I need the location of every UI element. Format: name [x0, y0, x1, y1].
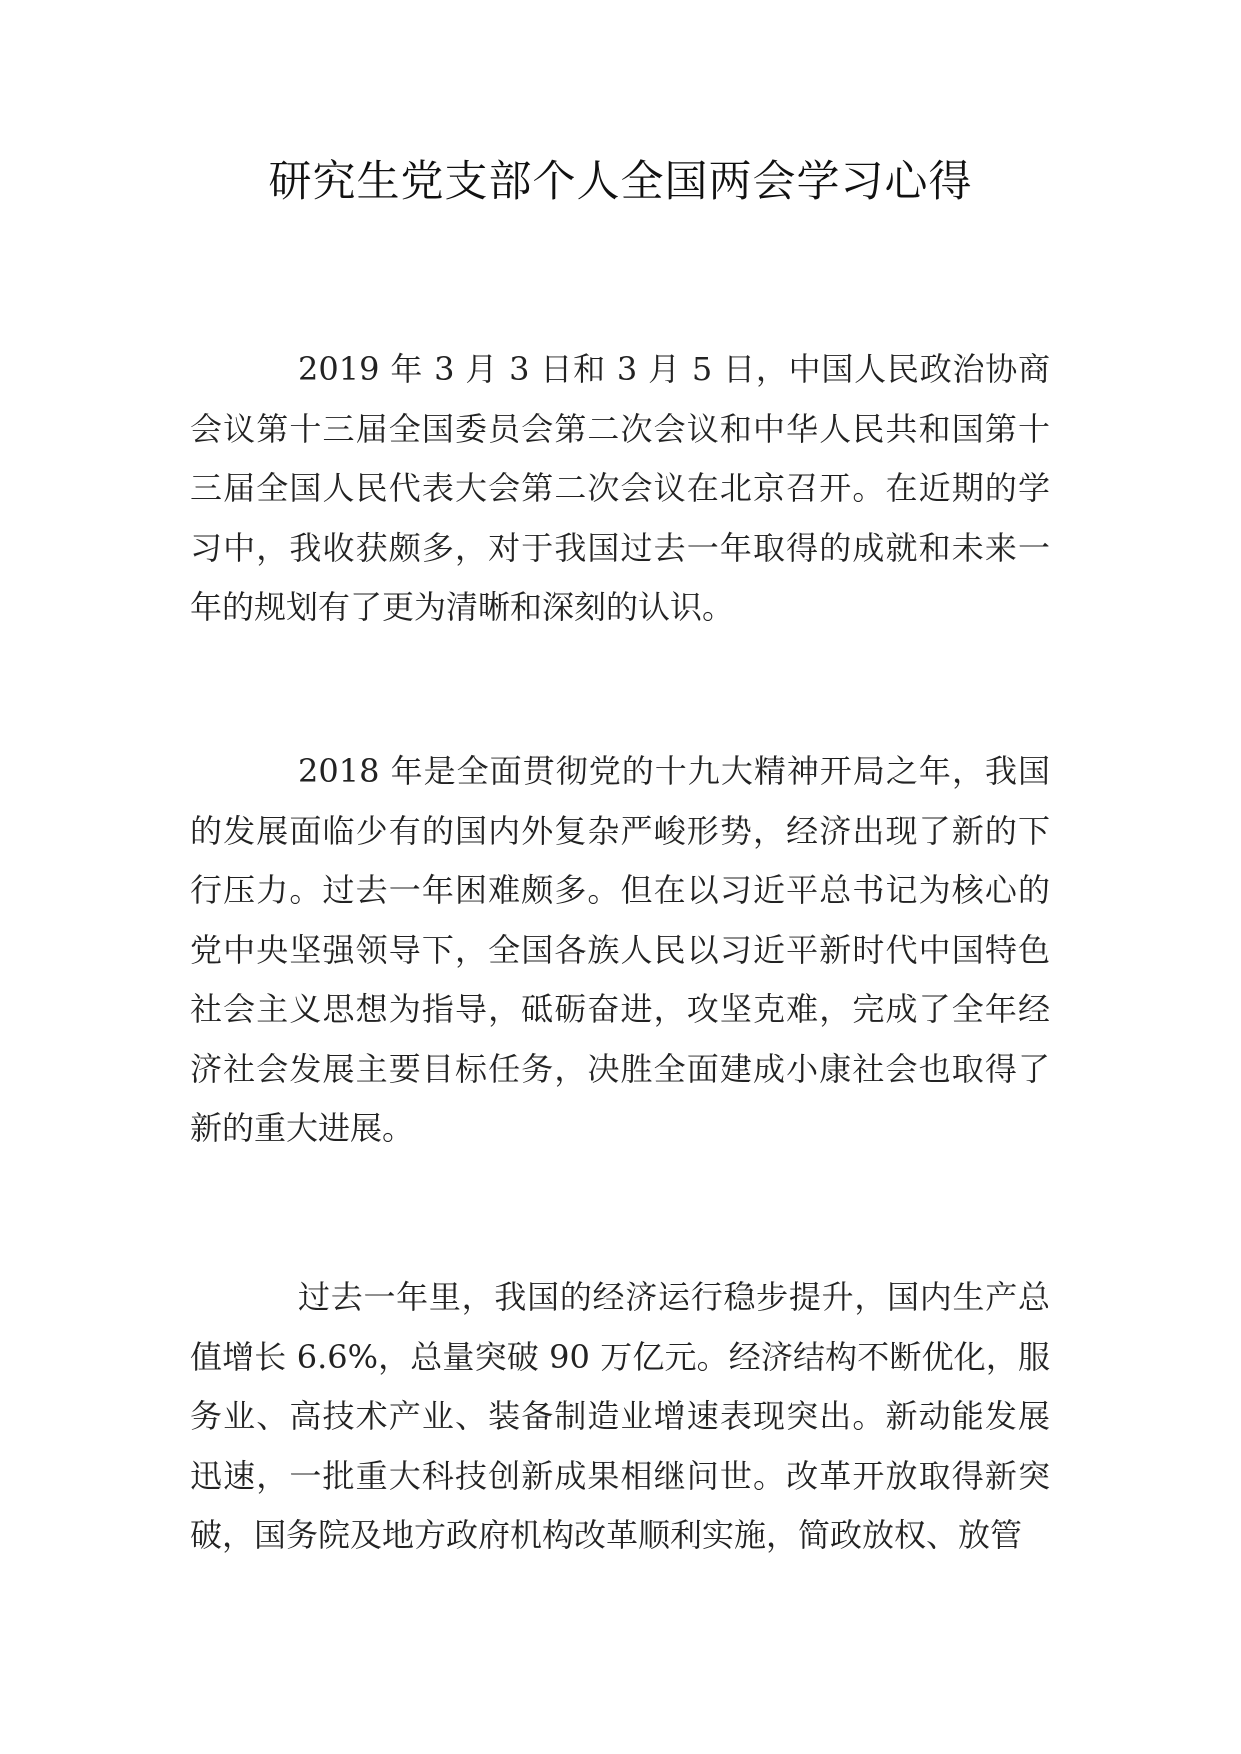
document-title: 研究生党支部个人全国两会学习心得 — [268, 157, 973, 207]
paragraph-3: 过去一年里，我国的经济运行稳步提升，国内生产总值增长 6.6%，总量突破 90 万亿元。经济结构不断优化，服务业、高技术产业、装备制造业增速表现突出。新动能发展迅速，一批重大科技创新成果相继问世。改革开放取得新突破，国务院及地方政府机构改革顺利实施，简政放权、放管 — [190, 1278, 1050, 1554]
paragraph-1: 2019 年 3 月 3 日和 3 月 5 日，中国人民政治协商会议第十三届全国委员会第二次会议和中华人民共和国第十三届全国人民代表大会第二次会议在北京召开。在近期的学习中，我收获颇多，对于我国过去一年取得的成就和未来一年的规划有了更为清晰和深刻的认识。 — [190, 350, 1050, 626]
paragraph-2: 2018 年是全面贯彻党的十九大精神开局之年，我国的发展面临少有的国内外复杂严峻形势，经济出现了新的下行压力。过去一年困难颇多。但在以习近平总书记为核心的党中央坚强领导下，全国各族人民以习近平新时代中国特色社会主义思想为指导，砥砺奋进，攻坚克难，完成了全年经济社会发展主要目标任务，决胜全面建成小康社会也取得了新的重大进展。 — [190, 752, 1050, 1147]
